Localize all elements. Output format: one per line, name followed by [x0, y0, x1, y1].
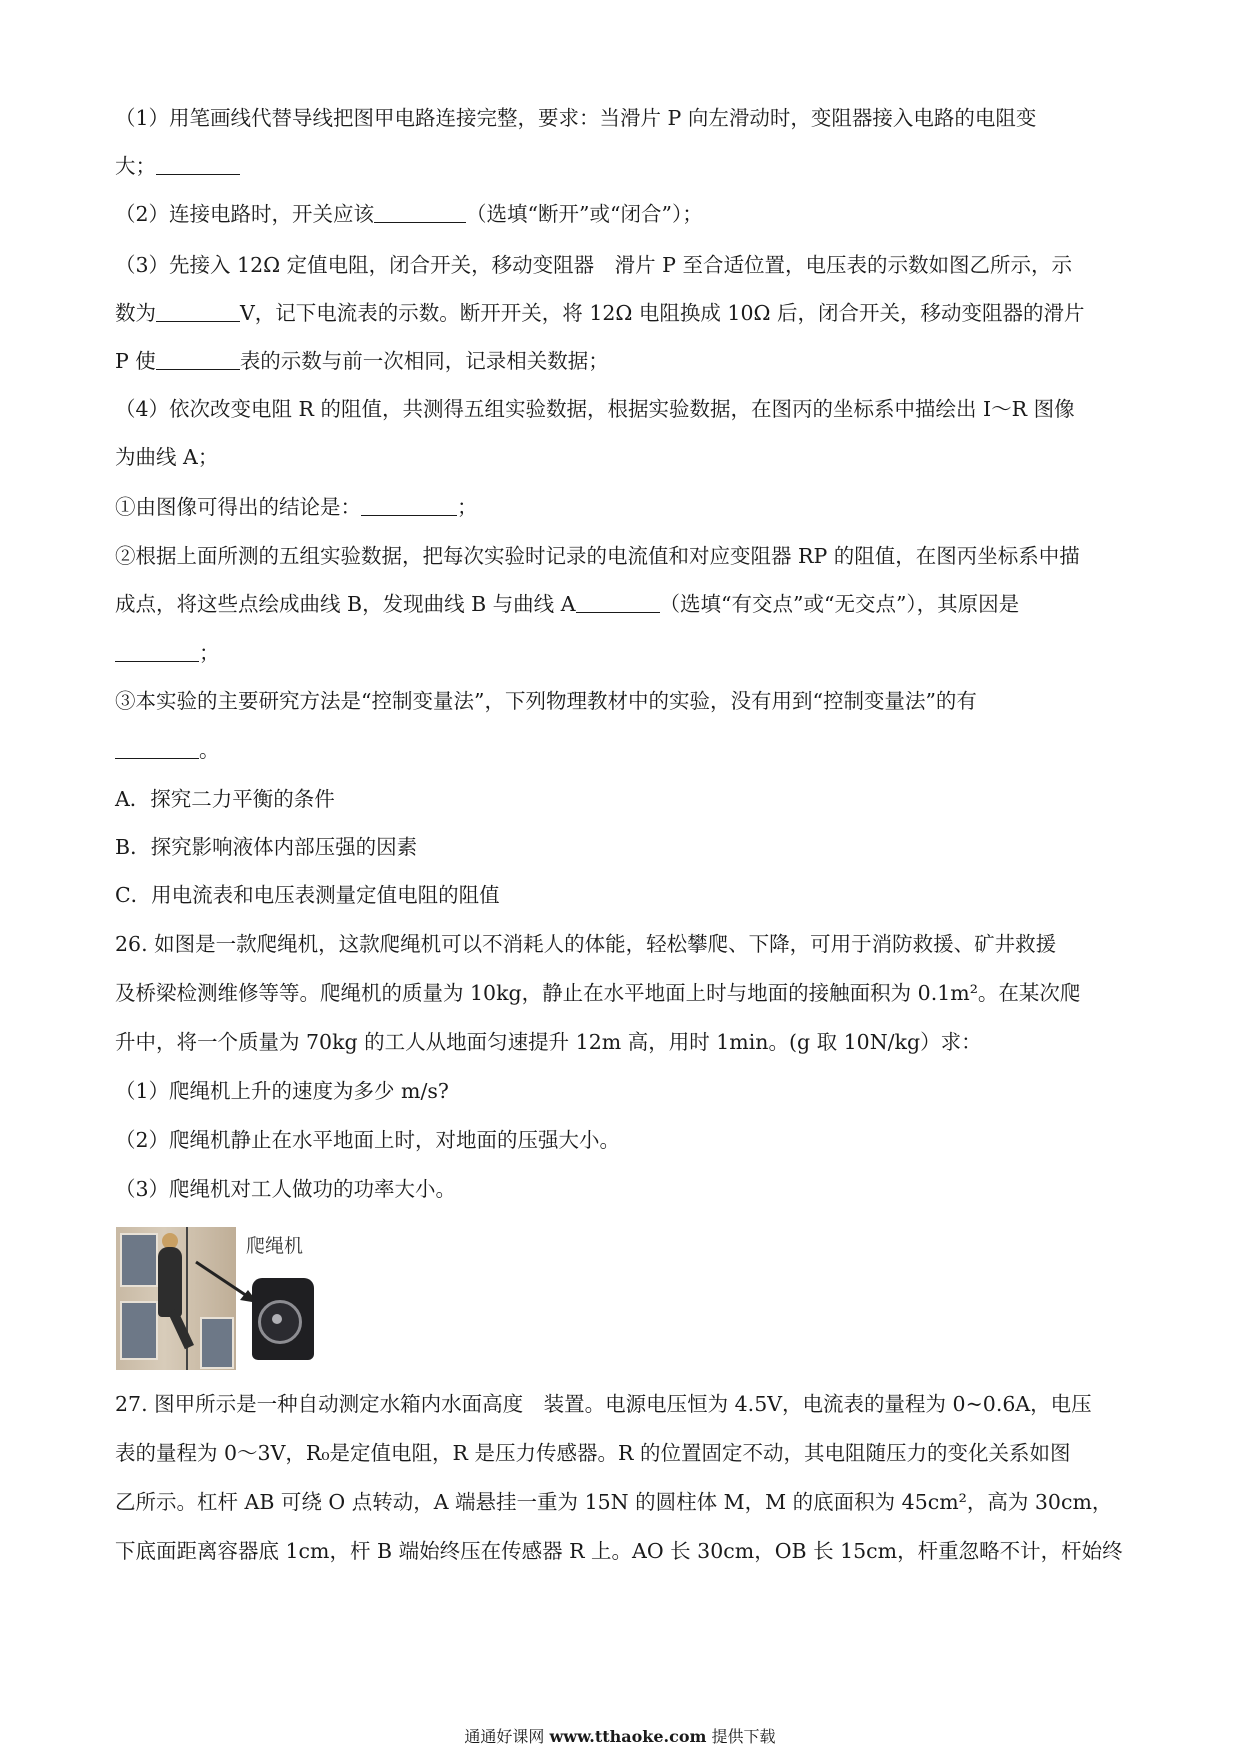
q25-option-a: A．探究二力平衡的条件 [115, 787, 335, 811]
q25-part3-text-b: V，记下电流表的示数。断开开关，将 12Ω 电阻换成 10Ω 后，闭合开关，移动变阻器的滑片 [240, 301, 1085, 325]
q26-sub1: （1）爬绳机上升的速度为多少 m/s? [115, 1079, 449, 1103]
q25-conclusion-2-line1: ②根据上面所测的五组实验数据，把每次实验时记录的电流值和对应变阻器 RP 的阻值，在图丙坐标系中描 [115, 544, 1080, 568]
answer-blank[interactable] [156, 301, 240, 322]
rope-climber-device [252, 1278, 314, 1360]
worker-body [158, 1247, 182, 1317]
q25-part3-text-c: P 使 [115, 349, 156, 373]
q26-sub3: （3）爬绳机对工人做功的功率大小。 [115, 1177, 457, 1201]
q25-part3-text-d: 表的示数与前一次相同，记录相关数据； [239, 349, 609, 373]
q25-c2-text-a: 成点，将这些点绘成曲线 B，发现曲线 B 与曲线 A [115, 592, 576, 616]
answer-blank[interactable] [156, 154, 240, 175]
q25-c1-text: ①由图像可得出的结论是： [115, 495, 361, 519]
q25-conclusion-3-line1: ③本实验的主要研究方法是“控制变量法”，下列物理教材中的实验，没有用到“控制变量法”的有 [115, 689, 977, 713]
q25-part4-line2: 为曲线 A； [115, 445, 219, 469]
q25-c2-end: ； [199, 641, 220, 665]
window-shape [120, 1301, 158, 1360]
q25-part3-line2 [115, 298, 1135, 328]
q25-conclusion-2-line3 [115, 638, 1135, 668]
q25-option-c: C．用电流表和电压表测量定值电阻的阻值 [115, 883, 500, 907]
q27-line1: 27. 图甲所示是一种自动测定水箱内水面高度 装置。电源电压恒为 4.5V，电流表的量程为 0~0.6A，电压 [115, 1392, 1092, 1416]
device-knob [272, 1314, 282, 1324]
footer-site: 通通好课网 [464, 1727, 545, 1746]
q25-part2-text-b: （选填“断开”或“闭合”）； [466, 202, 703, 226]
q25-part3-line3 [115, 346, 1135, 376]
answer-blank[interactable] [156, 349, 240, 370]
figure-label: 爬绳机 [246, 1235, 304, 1257]
q27-line2: 表的量程为 0～3V，R₀是定值电阻，R 是压力传感器。R 的位置固定不动，其电阻随压力的变化关系如图 [115, 1441, 1071, 1465]
q27-line4: 下底面距离容器底 1cm，杆 B 端始终压在传感器 R 上。AO 长 30cm，OB 长 15cm，杆重忽略不计，杆始终 [115, 1539, 1123, 1563]
q25-conclusion-1 [115, 492, 1135, 522]
q26-line3: 升中，将一个质量为 70kg 的工人从地面匀速提升 12m 高，用时 1min。(g 取 10N/kg）求： [115, 1030, 982, 1054]
q25-part1-line2 [115, 151, 1135, 181]
q25-part1-line2-text: 大； [115, 154, 156, 178]
answer-blank[interactable] [115, 738, 199, 759]
q25-c1-end: ； [457, 495, 478, 519]
q25-option-b: B．探究影响液体内部压强的因素 [115, 835, 418, 859]
q26-line1: 26. 如图是一款爬绳机，这款爬绳机可以不消耗人的体能，轻松攀爬、下降，可用于消防救援、矿井救援 [115, 932, 1057, 956]
q25-part1-line1: （1）用笔画线代替导线把图甲电路连接完整，要求：当滑片 P 向左滑动时，变阻器接入电路的电阻变 [115, 106, 1037, 130]
answer-blank[interactable] [374, 202, 466, 223]
answer-blank[interactable] [576, 592, 660, 613]
q25-part3-text-a: 数为 [115, 301, 156, 325]
q25-part2-text-a: （2）连接电路时，开关应该 [115, 202, 375, 226]
q26-line2: 及桥梁检测维修等等。爬绳机的质量为 10kg，静止在水平地面上时与地面的接触面积为 0.1m²。在某次爬 [115, 981, 1081, 1005]
q25-c2-text-b: （选填“有交点”或“无交点”），其原因是 [659, 592, 1020, 616]
q25-conclusion-2-line2 [115, 589, 1135, 619]
answer-blank[interactable] [115, 641, 199, 662]
q25-c3-end: 。 [199, 738, 220, 762]
q26-sub2: （2）爬绳机静止在水平地面上时，对地面的压强大小。 [115, 1128, 621, 1152]
q27-line3: 乙所示。杠杆 AB 可绕 O 点转动，A 端悬挂一重为 15N 的圆柱体 M，M 的底面积为 45cm²，高为 30cm， [115, 1490, 1113, 1514]
rope-climber-photo [116, 1227, 236, 1370]
q25-part3-line1: （3）先接入 12Ω 定值电阻，闭合开关，移动变阻器 滑片 P 至合适位置，电压表的示数如图乙所示，示 [115, 253, 1072, 277]
page-footer [0, 1724, 1240, 1747]
window-shape [120, 1233, 158, 1287]
q25-part2 [115, 199, 1135, 229]
footer-url[interactable]: www.tthaoke.com [549, 1727, 707, 1746]
footer-suffix: 提供下载 [711, 1727, 776, 1746]
window-shape [200, 1317, 234, 1369]
q25-part4-line1: （4）依次改变电阻 R 的阻值，共测得五组实验数据，根据实验数据，在图丙的坐标系中描绘出 I～R 图像 [115, 397, 1075, 421]
answer-blank[interactable] [361, 495, 457, 516]
q25-conclusion-3-line2 [115, 735, 1135, 765]
